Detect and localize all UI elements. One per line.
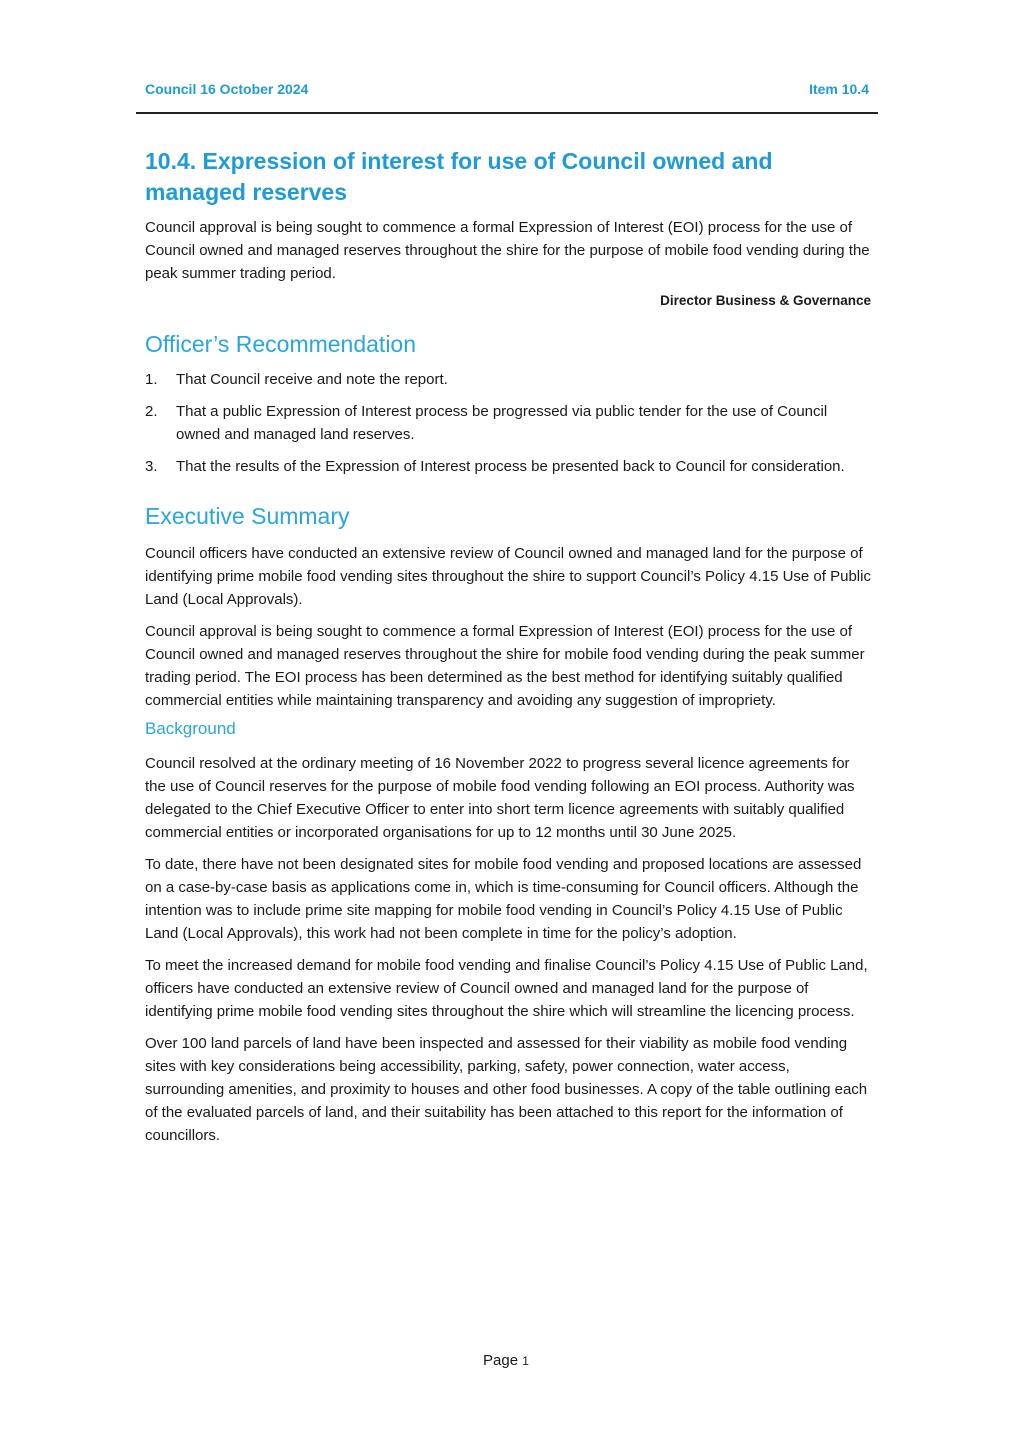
item-label: Item 10.4 [809,81,869,97]
report-title-text: Expression of interest for use of Council owned and managed reserves [145,148,773,205]
report-body [145,146,871,1147]
background-paragraph: Over 100 land parcels of land have been inspected and assessed for their viability as mobile food vending sites with key considerations being accessibility, parking, safety, power connection, water access, surrounding amenities, and proximity to houses and other food businesses. A copy of the table outlining each of the evaluated parcels of land, and their suitability has been attached to this report for the information of councillors. [145,1035,868,1144]
page-header [136,80,878,114]
report-number: 10.4. [145,148,197,174]
recommendation-item [145,368,871,391]
recommendation-text: That Council receive and note the report. [176,371,448,388]
recommendation-text: That the results of the Expression of Interest process be presented back to Council for consideration. [176,458,845,475]
recommendation-item [145,455,871,478]
recommendation-number: 2. [145,403,158,420]
recommendation-text: That a public Expression of Interest process be progressed via public tender for the use of Council owned and managed land reserves. [176,403,828,443]
meeting-label: Council 16 October 2024 [145,81,309,97]
report-author: Director Business & Governance [660,293,871,308]
recommendation-heading: Officer’s Recommendation [145,331,417,357]
recommendation-number: 1. [145,371,158,388]
page-footer [0,1352,1012,1369]
background-paragraph: To meet the increased demand for mobile food vending and finalise Council’s Policy 4.15 Use of Public Land, officers have conducted an extensive review of Council owned and managed land for the purpose of identifying prime mobile food vending sites throughout the shire which will streamline the licencing process. [145,957,868,1020]
intro-paragraph: Council approval is being sought to commence a formal Expression of Interest (EOI) process for the use of Council owned and managed reserves throughout the shire for the purpose of mobile food vending during the peak summer trading period. [145,219,870,282]
recommendation-number: 3. [145,458,158,475]
recommendation-list [145,368,871,478]
executive-summary-paragraph: Council officers have conducted an extensive review of Council owned and managed land for the purpose of identifying prime mobile food vending sites throughout the shire to support Council’s Policy 4.15 Use of Public Land (Local Approvals). [145,545,871,608]
executive-summary-heading: Executive Summary [145,503,350,529]
page-label: Page [483,1352,519,1369]
background-heading: Background [145,719,236,738]
report-title [145,146,871,208]
executive-summary-paragraph: Council approval is being sought to commence a formal Expression of Interest (EOI) process for the use of Council owned and managed reserves throughout the shire for mobile food vending during the peak summer trading period. The EOI process has been determined as the best method for identifying suitably qualified commercial entities while maintaining transparency and avoiding any suggestion of impropriety. [145,623,865,709]
recommendation-item [145,400,871,446]
page-number: 1 [522,1354,529,1368]
background-paragraph: Council resolved at the ordinary meeting of 16 November 2022 to progress several licence agreements for the use of Council reserves for the purpose of mobile food vending following an EOI process. Authority was delegated to the Chief Executive Officer to enter into short term licence agreements with suitably qualified commercial entities or incorporated organisations for up to 12 months until 30 June 2025. [145,755,855,841]
background-paragraph: To date, there have not been designated sites for mobile food vending and proposed locations are assessed on a case-by-case basis as applications come in, which is time-consuming for Council officers. Although the intention was to include prime site mapping for mobile food vending in Council’s Policy 4.15 Use of Public Land (Local Approvals), this work had not been complete in time for the policy’s adoption. [145,856,862,942]
